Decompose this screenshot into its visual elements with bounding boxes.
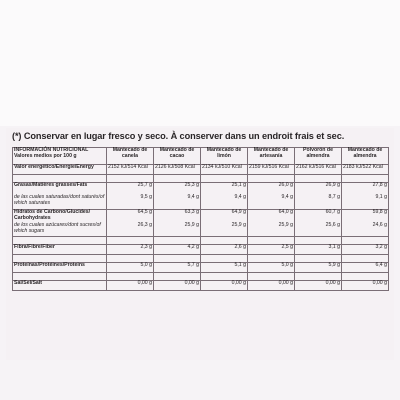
sugars-value: 25,6 g bbox=[325, 222, 340, 228]
protein-value: 5,9 g bbox=[295, 263, 342, 273]
salt-value: 0,00 g bbox=[295, 281, 342, 291]
energy-row bbox=[13, 165, 389, 175]
protein-value: 5,7 g bbox=[154, 263, 201, 273]
protein-label: Proteínas/Protéines/Proteins bbox=[13, 263, 107, 273]
fibre-value: 2,3 g bbox=[107, 245, 154, 255]
protein-value: 5,1 g bbox=[201, 263, 248, 273]
column-header: Polvorón de almendra bbox=[295, 148, 342, 165]
column-header: Mantecado de cacao bbox=[154, 148, 201, 165]
fat-row bbox=[13, 183, 389, 210]
fat-cell bbox=[107, 183, 154, 210]
protein-row bbox=[13, 263, 389, 273]
fat-value: 27,8 g bbox=[372, 182, 387, 188]
fat-label-cell bbox=[13, 183, 107, 210]
salt-value: 0,00 g bbox=[154, 281, 201, 291]
sugars-value: 25,9 g bbox=[231, 222, 246, 228]
fat-value: 25,1 g bbox=[231, 182, 246, 188]
sugars-value: 26,3 g bbox=[137, 222, 152, 228]
sugars-value: 24,6 g bbox=[372, 222, 387, 228]
carbohydrate-cell bbox=[154, 210, 201, 237]
fibre-value: 2,6 g bbox=[201, 245, 248, 255]
fat-cell bbox=[295, 183, 342, 210]
energy-value: 2162 kJ/516 Kcal bbox=[295, 165, 342, 175]
fibre-value: 2,5 g bbox=[248, 245, 295, 255]
carbohydrate-cell bbox=[201, 210, 248, 237]
fibre-row bbox=[13, 245, 389, 255]
column-header: Mantecado de canela bbox=[107, 148, 154, 165]
saturates-value: 9,5 g bbox=[140, 194, 152, 200]
fibre-value: 3,1 g bbox=[295, 245, 342, 255]
fat-cell bbox=[342, 183, 389, 210]
saturates-value: 9,4 g bbox=[187, 194, 199, 200]
carbohydrate-cell bbox=[342, 210, 389, 237]
energy-value: 2134 kJ/510 Kcal bbox=[201, 165, 248, 175]
fibre-value: 3,2 g bbox=[342, 245, 389, 255]
carbohydrate-value: 59,8 g bbox=[372, 209, 387, 215]
protein-value: 6,4 g bbox=[342, 263, 389, 273]
sugars-value: 25,9 g bbox=[184, 222, 199, 228]
salt-value: 0,00 g bbox=[107, 281, 154, 291]
fat-cell bbox=[201, 183, 248, 210]
sugars-value: 25,9 g bbox=[278, 222, 293, 228]
fibre-value: 4,2 g bbox=[154, 245, 201, 255]
carbohydrate-value: 64,9 g bbox=[231, 209, 246, 215]
energy-value: 2183 kJ/522 Kcal bbox=[342, 165, 389, 175]
carbohydrate-value: 63,3 g bbox=[184, 209, 199, 215]
carbohydrate-cell bbox=[248, 210, 295, 237]
fat-cell bbox=[154, 183, 201, 210]
carbohydrate-row bbox=[13, 210, 389, 237]
fat-value: 25,3 g bbox=[184, 182, 199, 188]
saturates-label: de las cuales saturadas/dont saturés/of which saturates bbox=[14, 194, 105, 206]
fat-value: 25,7 g bbox=[137, 182, 152, 188]
fat-label: Grasas/Matières grasses/Fats bbox=[14, 182, 88, 188]
nutrition-label bbox=[6, 128, 394, 360]
carbohydrate-value: 64,0 g bbox=[278, 209, 293, 215]
fat-value: 26,0 g bbox=[278, 182, 293, 188]
salt-value: 0,00 g bbox=[342, 281, 389, 291]
energy-value: 2126 kJ/508 Kcal bbox=[154, 165, 201, 175]
background-top bbox=[0, 0, 400, 126]
storage-note: (*) Conservar en lugar fresco y seco. À conserver dans un endroit frais et sec. bbox=[12, 131, 345, 141]
salt-label: Sal/Sel/Salt bbox=[13, 281, 107, 291]
salt-value: 0,00 g bbox=[201, 281, 248, 291]
nutrition-table bbox=[12, 147, 389, 291]
carbohydrate-label-cell bbox=[13, 210, 107, 237]
header-first: INFORMACIÓN NUTRICIONAL Valores medios por 100 g bbox=[13, 148, 107, 165]
sugars-label: de los cuales azúcares/dont sucres/of which sugars bbox=[14, 222, 101, 234]
saturates-value: 9,4 g bbox=[234, 194, 246, 200]
fat-value: 26,9 g bbox=[325, 182, 340, 188]
saturates-value: 8,7 g bbox=[328, 194, 340, 200]
carbohydrate-label: Hidratos de Carbono/Glucides/ Carbohydrates bbox=[14, 209, 91, 221]
column-header: Mantecado de artesanía bbox=[248, 148, 295, 165]
saturates-value: 9,1 g bbox=[375, 194, 387, 200]
carbohydrate-value: 64,5 g bbox=[137, 209, 152, 215]
header-row bbox=[13, 148, 389, 165]
carbohydrate-value: 60,7 g bbox=[325, 209, 340, 215]
protein-value: 5,0 g bbox=[107, 263, 154, 273]
energy-value: 2152 kJ/514 Kcal bbox=[107, 165, 154, 175]
energy-label: Valor energético/Energie/Energy bbox=[13, 165, 107, 175]
protein-value: 5,0 g bbox=[248, 263, 295, 273]
saturates-value: 9,4 g bbox=[281, 194, 293, 200]
column-header: Mantecado de limón bbox=[201, 148, 248, 165]
carbohydrate-cell bbox=[107, 210, 154, 237]
energy-value: 2159 kJ/516 Kcal bbox=[248, 165, 295, 175]
salt-row bbox=[13, 281, 389, 291]
fibre-label: Fibra/Fibre/Fiber bbox=[13, 245, 107, 255]
column-header: Mantecado de almendra bbox=[342, 148, 389, 165]
salt-value: 0,00 g bbox=[248, 281, 295, 291]
carbohydrate-cell bbox=[295, 210, 342, 237]
fat-cell bbox=[248, 183, 295, 210]
